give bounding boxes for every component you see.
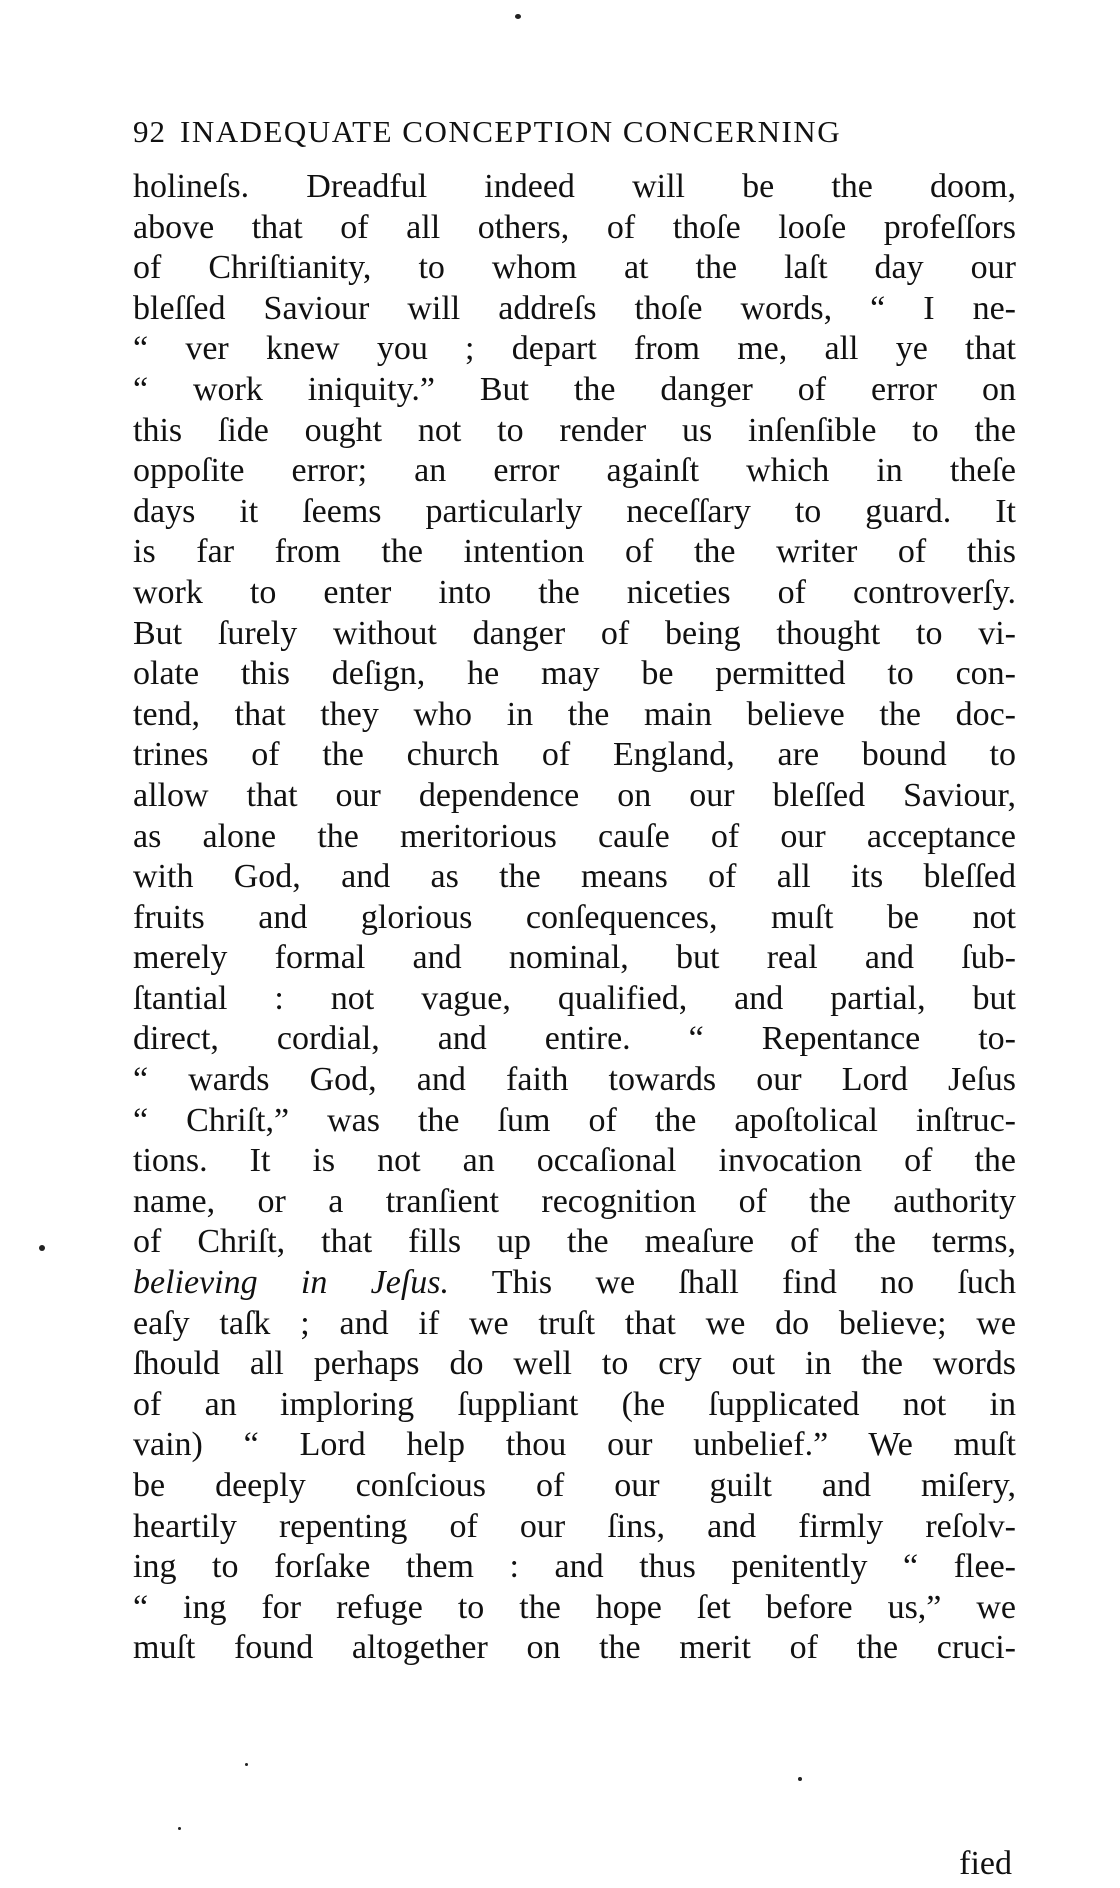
ink-speck [798,1777,802,1781]
text-line: with God, and as the means of all its bleſſed [133,858,1016,896]
text-line: be deeply conſcious of our guilt and miſery, [133,1467,1016,1504]
body-text [133,167,1016,1669]
text-line: heartily repenting of our ſins, and firmly reſolv- [133,1507,1016,1545]
running-header [133,114,1013,164]
text-line: is far from the intention of the writer of this [133,533,1016,571]
text-line-mixed [133,1263,1016,1304]
text-line: ing to forſake them : and thus penitently “ flee- [133,1548,1016,1586]
text-line: direct, cordial, and entire. “ Repentance to- [133,1020,1016,1058]
text-line: eaſy taſk ; and if we truſt that we do believe; we [133,1304,1016,1342]
ink-speck [245,1763,248,1766]
italic-phrase: believing in Jeſus. [133,1264,450,1302]
text-line: ſhould all perhaps do well to cry out in the words [133,1345,1016,1383]
text-line: holineſs. Dreadful indeed will be the doom, [133,168,1016,205]
text-line: above that of all others, of thoſe looſe profeſſors [133,208,1016,246]
text-line: this ſide ought not to render us inſenſible to the [133,411,1016,449]
text-line: tions. It is not an occaſional invocation of the [133,1142,1016,1180]
text-line: muſt found altogether on the merit of the cruci- [133,1629,1016,1667]
text-line: But ſurely without danger of being thought to vi- [133,614,1016,652]
text-line: “ ver knew you ; depart from me, all ye that [133,330,1016,368]
text-line-tail: This we ſhall find no ſuch [491,1264,1017,1302]
text-line: trines of the church of England, are bound to [133,736,1016,774]
running-title: INADEQUATE CONCEPTION CONCERNING [180,114,842,149]
ink-speck [178,1827,181,1830]
text-line: bleſſed Saviour will addreſs thoſe words, “ I ne- [133,289,1016,327]
text-line: “ Chriſt,” was the ſum of the apoſtolical inſtruc- [133,1101,1016,1139]
ink-speck [515,14,521,19]
text-line: of Chriſtianity, to whom at the laſt day our [133,249,1016,287]
text-line: “ wards God, and faith towards our Lord Jeſus [133,1061,1016,1099]
text-line: olate this deſign, he may be permitted to con- [133,655,1016,693]
text-line: tend, that they who in the main believe the doc- [133,695,1016,733]
text-line: name, or a tranſient recognition of the authority [133,1182,1016,1220]
text-line: of Chriſt, that fills up the meaſure of the terms, [133,1223,1016,1261]
text-line: ſtantial : not vague, qualified, and partial, but [133,979,1016,1017]
text-line: fruits and glorious conſequences, muſt be not [133,898,1016,936]
text-line: allow that our dependence on our bleſſed Saviour, [133,776,1016,814]
page-number: 92 [133,114,166,149]
text-line: “ work iniquity.” But the danger of error on [133,370,1016,408]
ink-speck [39,1245,45,1251]
text-line: “ ing for refuge to the hope ſet before us,” we [133,1588,1016,1626]
text-line: days it ſeems particularly neceſſary to guard. It [133,492,1016,530]
text-line: work to enter into the niceties of controverſy. [133,573,1016,611]
catchword: fied [959,1845,1012,1882]
text-line: vain) “ Lord help thou our unbelief.” We muſt [133,1426,1016,1464]
text-line: of an imploring ſuppliant (he ſupplicated not in [133,1385,1016,1423]
text-line: oppoſite error; an error againſt which in theſe [133,452,1016,490]
text-line: merely formal and nominal, but real and ſub- [133,939,1016,977]
text-line: as alone the meritorious cauſe of our acceptance [133,817,1016,855]
